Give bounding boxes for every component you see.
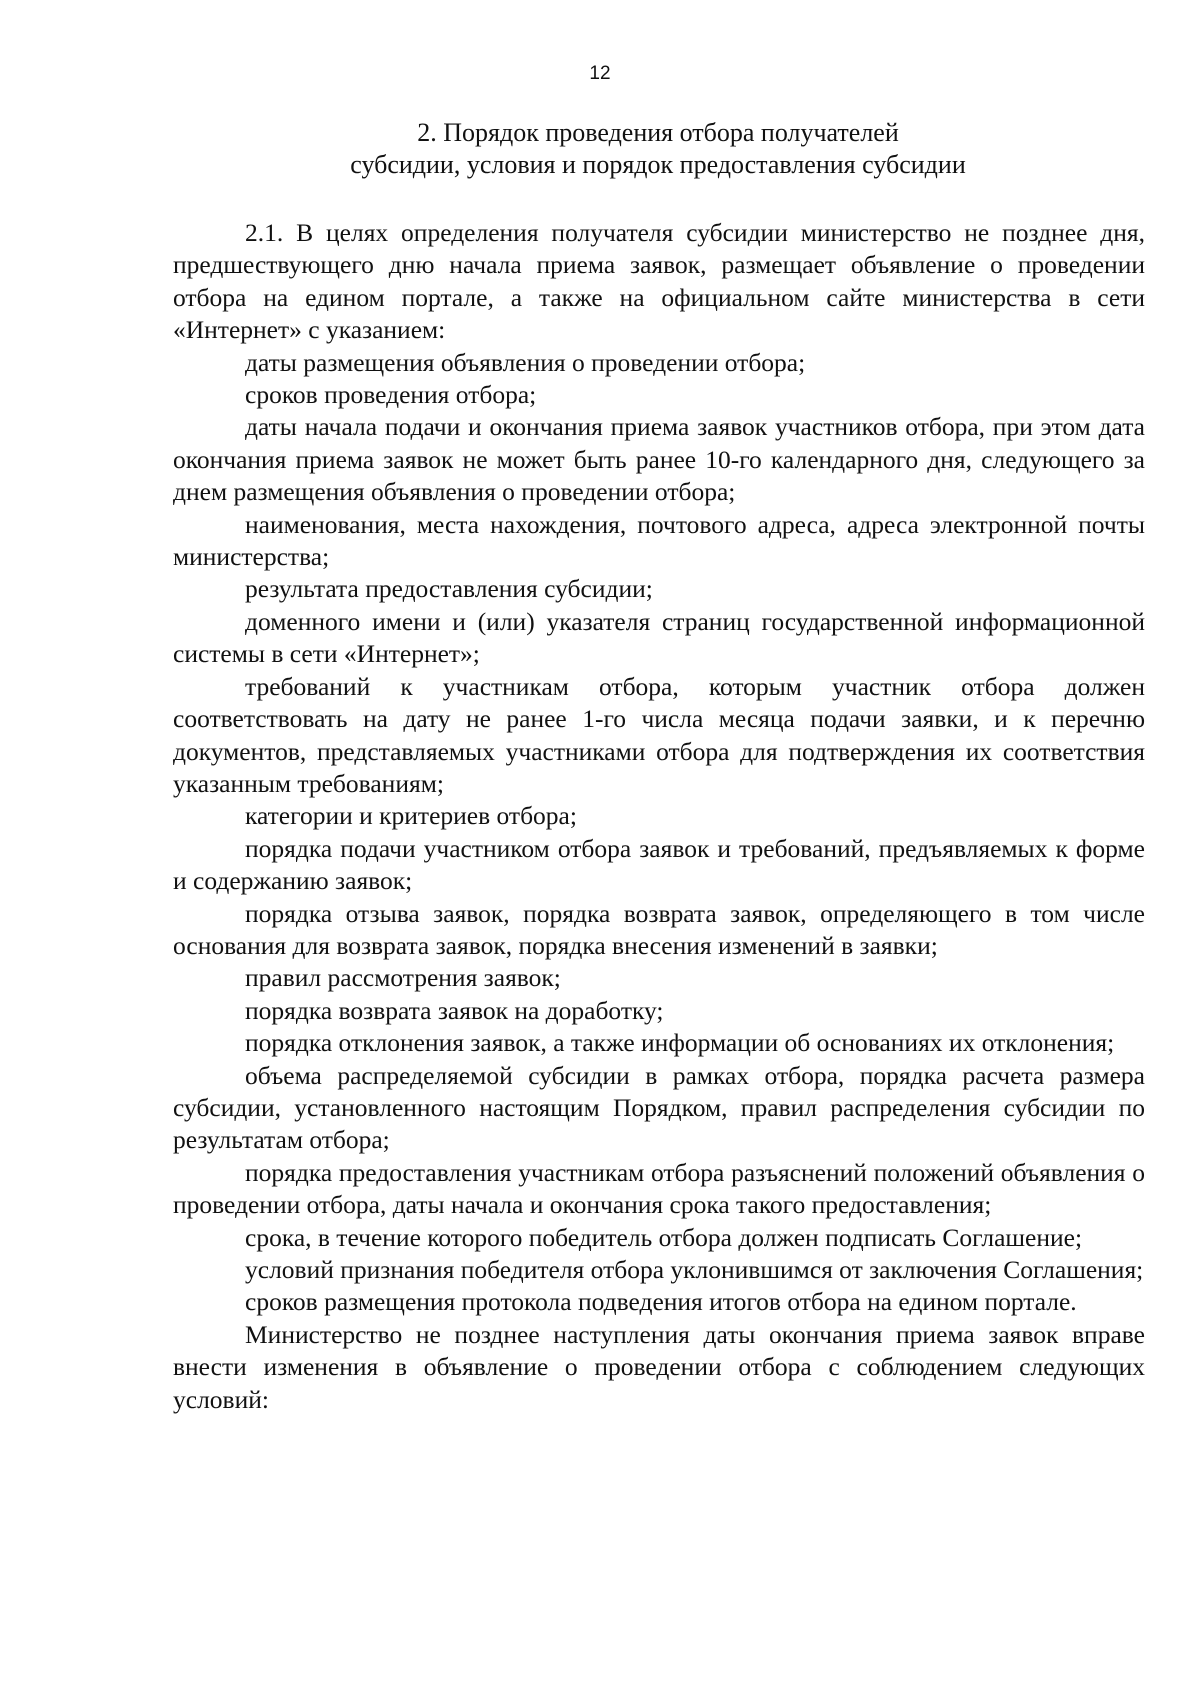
list-item: сроков размещения протокола подведения итогов отбора на едином портале.: [245, 1287, 1077, 1317]
document-body: [173, 217, 1145, 1416]
list-item: результата предоставления субсидии;: [245, 574, 653, 604]
list-item: правил рассмотрения заявок;: [245, 963, 561, 993]
list-item: порядка возврата заявок на доработку;: [245, 995, 664, 1025]
section-heading-line: субсидии, условия и порядок предоставления субсидии: [350, 150, 966, 179]
list-item: порядка подачи участником отбора заявок и требований, предъявляемых к форме и содержанию заявок;: [173, 833, 1145, 896]
list-item: даты размещения объявления о проведении отбора;: [245, 347, 806, 377]
list-item: сроков проведения отбора;: [245, 380, 537, 410]
list-item: требований к участникам отбора, которым участник отбора должен соответствовать на дату не ранее 1-го числа месяца подачи заявки, и к перечню документов, представляемых участниками отбора для подтверждения их соответствия указанным требованиям;: [173, 671, 1145, 798]
list-item: порядка отклонения заявок, а также информации об основаниях их отклонения;: [245, 1028, 1115, 1058]
section-heading-line: 2. Порядок проведения отбора получателей: [417, 118, 899, 147]
list-item: условий признания победителя отбора уклонившимся от заключения Соглашения;: [245, 1255, 1144, 1284]
list-item: наименования, места нахождения, почтового адреса, адреса электронной почты министерства;: [173, 509, 1145, 572]
page-number: 12: [589, 63, 611, 84]
list-item: объема распределяемой субсидии в рамках отбора, порядка расчета размера субсидии, установленного настоящим Порядком, правил распределения субсидии по результатам отбора;: [173, 1060, 1145, 1155]
section-heading: [173, 117, 1143, 181]
paragraph: 2.1. В целях определения получателя субсидии министерство не позднее дня, предшествующего дню начала приема заявок, размещает объявление о проведении отбора на едином портале, а также на официальном сайте министерства в сети «Интернет» с указанием:: [173, 218, 1145, 345]
paragraph: Министерство не позднее наступления даты окончания приема заявок вправе внести изменения в объявление о проведении отбора с соблюдением следующих условий:: [173, 1319, 1145, 1414]
list-item: срока, в течение которого победитель отбора должен подписать Соглашение;: [245, 1222, 1083, 1252]
list-item: даты начала подачи и окончания приема заявок участников отбора, при этом дата окончания приема заявок не может быть ранее 10-го календарного дня, следующего за днем размещения объявления о проведении отбора;: [173, 412, 1145, 507]
list-item: порядка отзыва заявок, порядка возврата заявок, определяющего в том числе основания для возврата заявок, порядка внесения изменений в заявки;: [173, 898, 1145, 960]
list-item: порядка предоставления участникам отбора разъяснений положений объявления о проведении отбора, даты начала и окончания срока такого предоставления;: [173, 1157, 1145, 1220]
list-item: категории и критериев отбора;: [245, 801, 577, 831]
list-item: доменного имени и (или) указателя страниц государственной информационной системы в сети «Интернет»;: [173, 606, 1145, 669]
